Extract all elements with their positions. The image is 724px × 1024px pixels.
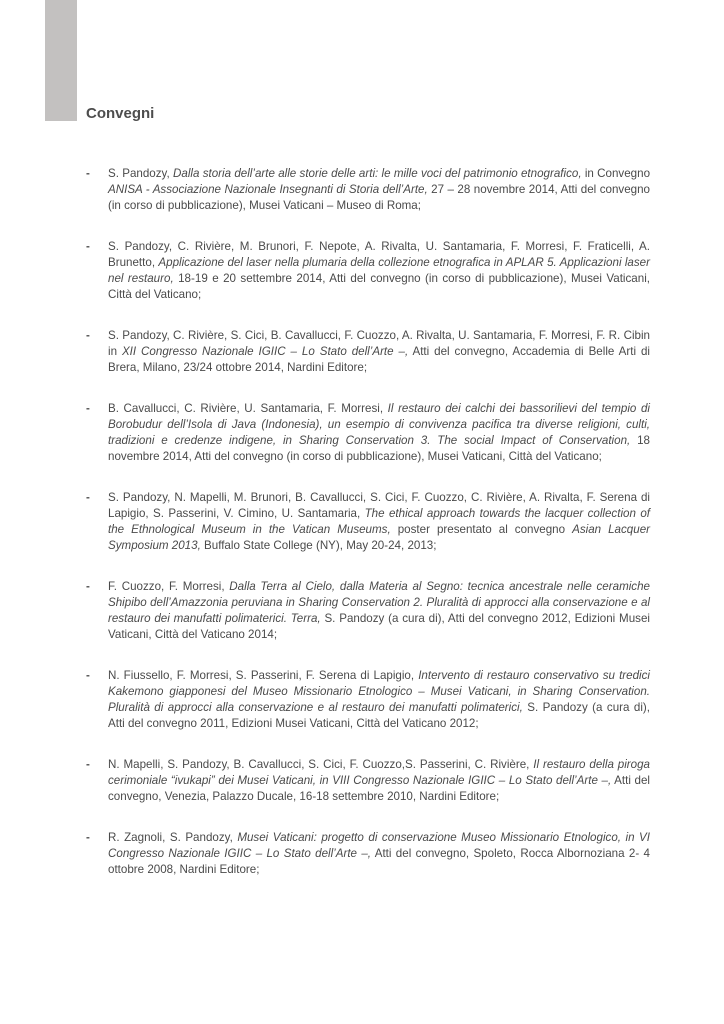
list-item (86, 668, 650, 732)
list-item (86, 757, 650, 805)
entry-text: Atti del convegno, Accademia di Belle Arti di Brera, Milano, 23/24 ottobre 2014, Nardini Editore; (108, 345, 650, 374)
list-item (86, 166, 650, 214)
entry-title-italic: Il restauro della piroga cerimoniale “ivukapi” dei Musei Vaticani, in VIII Congresso Nazionale IGIIC – Lo Stato dell’Arte –, (108, 758, 651, 787)
list-item (86, 579, 650, 643)
entry-text: B. Cavallucci, C. Rivière, U. Santamaria, F. Morresi, (108, 402, 388, 415)
list-item (86, 401, 650, 465)
bullet-dash: - (86, 491, 90, 504)
bullet-dash: - (86, 240, 90, 253)
entry-text: 18-19 e 20 settembre 2014, Atti del convegno (in corso di pubblicazione), Musei Vaticani, Città del Vaticano; (108, 272, 650, 301)
bullet-dash: - (86, 580, 90, 593)
entry-title-italic: Intervento di restauro conservativo su tredici Kakemono giapponesi del Museo Missionario Etnologico – Musei Vaticani, in Sharing Conservation. Pluralità di approcci alla conservazione e al restauro dei manufatti polimaterici, (108, 669, 650, 714)
entry-text: S. Pandozy (a cura di), Atti del convegno 2011, Edizioni Musei Vaticani, Città del Vaticano 2012; (108, 701, 650, 730)
entry-text: S. Pandozy, C. Rivière, S. Cici, B. Cavallucci, F. Cuozzo, A. Rivalta, U. Santamaria, F. Morresi, F. R. Cibin in (108, 329, 650, 358)
side-tab-decoration (45, 0, 77, 121)
entry-text: R. Zagnoli, S. Pandozy, (108, 831, 238, 844)
entry-title-italic: Dalla storia dell’arte alle storie delle arti: le mille voci del patrimonio etnografico, (173, 167, 582, 180)
conference-list (86, 166, 650, 903)
entry-text: F. Cuozzo, F. Morresi, (108, 580, 230, 593)
entry-text: 27 – 28 novembre 2014, Atti del convegno (in corso di pubblicazione), Musei Vaticani – Museo di Roma; (108, 183, 650, 212)
bullet-dash: - (86, 329, 90, 342)
entry-text: Atti del convegno, Spoleto, Rocca Albornoziana 2- 4 ottobre 2008, Nardini Editore; (108, 847, 650, 876)
entry-title-italic: Applicazione del laser nella plumaria della collezione etnografica in APLAR 5. Applicazioni laser nel restauro, (108, 256, 650, 285)
list-item (86, 239, 650, 303)
entry-text: S. Pandozy (a cura di), Atti del convegno 2012, Edizioni Musei Vaticani, Città del Vaticano 2014; (108, 612, 650, 641)
entry-title-italic: Musei Vaticani: progetto di conservazione Museo Missionario Etnologico, in VI Congresso Nazionale IGIIC – Lo Stato dell’Arte –, (108, 831, 650, 860)
bullet-dash: - (86, 167, 90, 180)
list-item (86, 830, 650, 878)
bullet-dash: - (86, 831, 90, 844)
entry-text: Atti del convegno, Venezia, Palazzo Ducale, 16-18 settembre 2010, Nardini Editore; (108, 774, 650, 803)
entry-title-italic: Dalla Terra al Cielo, dalla Materia al Segno: tecnica ancestrale nelle ceramiche Shipibo dell’Amazzonia peruviana in Sharing Conservation 2. Pluralità di approcci alla conservazione e al restauro dei manufatti polimaterici. Terra, (108, 580, 650, 625)
list-item (86, 328, 650, 376)
entry-title-italic: ANISA - Associazione Nazionale Insegnanti di Storia dell’Arte, (108, 183, 428, 196)
entry-title-italic: Il restauro dei calchi dei bassorilievi del tempio di Borobudur dell’Isola di Java (Indonesia), un esempio di convivenza pacifica tra diverse religioni, culti, tradizioni e credenze indigene, in Sharing Conservation 3. The social Impact of Conservation, (108, 402, 650, 447)
bullet-dash: - (86, 669, 90, 682)
entry-title-italic: XII Congresso Nazionale IGIIC – Lo Stato dell’Arte –, (121, 345, 409, 358)
entry-text: in Convegno (581, 167, 651, 180)
bullet-dash: - (86, 758, 90, 771)
bullet-dash: - (86, 402, 90, 415)
entry-text: N. Fiussello, F. Morresi, S. Passerini, F. Serena di Lapigio, (108, 669, 419, 682)
entry-text: S. Pandozy, C. Rivière, M. Brunori, F. Nepote, A. Rivalta, U. Santamaria, F. Morresi, F. Fraticelli, A. Brunetto, (108, 240, 650, 269)
entry-text: N. Mapelli, S. Pandozy, B. Cavallucci, S. Cici, F. Cuozzo,S. Passerini, C. Rivière, (108, 758, 534, 771)
entry-text: S. Pandozy, N. Mapelli, M. Brunori, B. Cavallucci, S. Cici, F. Cuozzo, C. Rivière, A. Rivalta, F. Serena di Lapigio, S. Passerini, V. Cimino, U. Santamaria, (108, 491, 650, 520)
entry-title-italic: The ethical approach towards the lacquer collection of the Ethnological Museum in the Vatican Museums, (108, 507, 650, 536)
entry-text: S. Pandozy, (108, 167, 173, 180)
page-title: Convegni (86, 105, 155, 122)
entry-text: 18 novembre 2014, Atti del convegno (in corso di pubblicazione), Musei Vaticani, Città del Vaticano; (108, 434, 650, 463)
list-item (86, 490, 650, 554)
entry-text: Buffalo State College (NY), May 20-24, 2013; (200, 539, 437, 552)
entry-text: poster presentato al convegno (390, 523, 573, 536)
entry-title-italic: Asian Lacquer Symposium 2013, (108, 523, 651, 552)
